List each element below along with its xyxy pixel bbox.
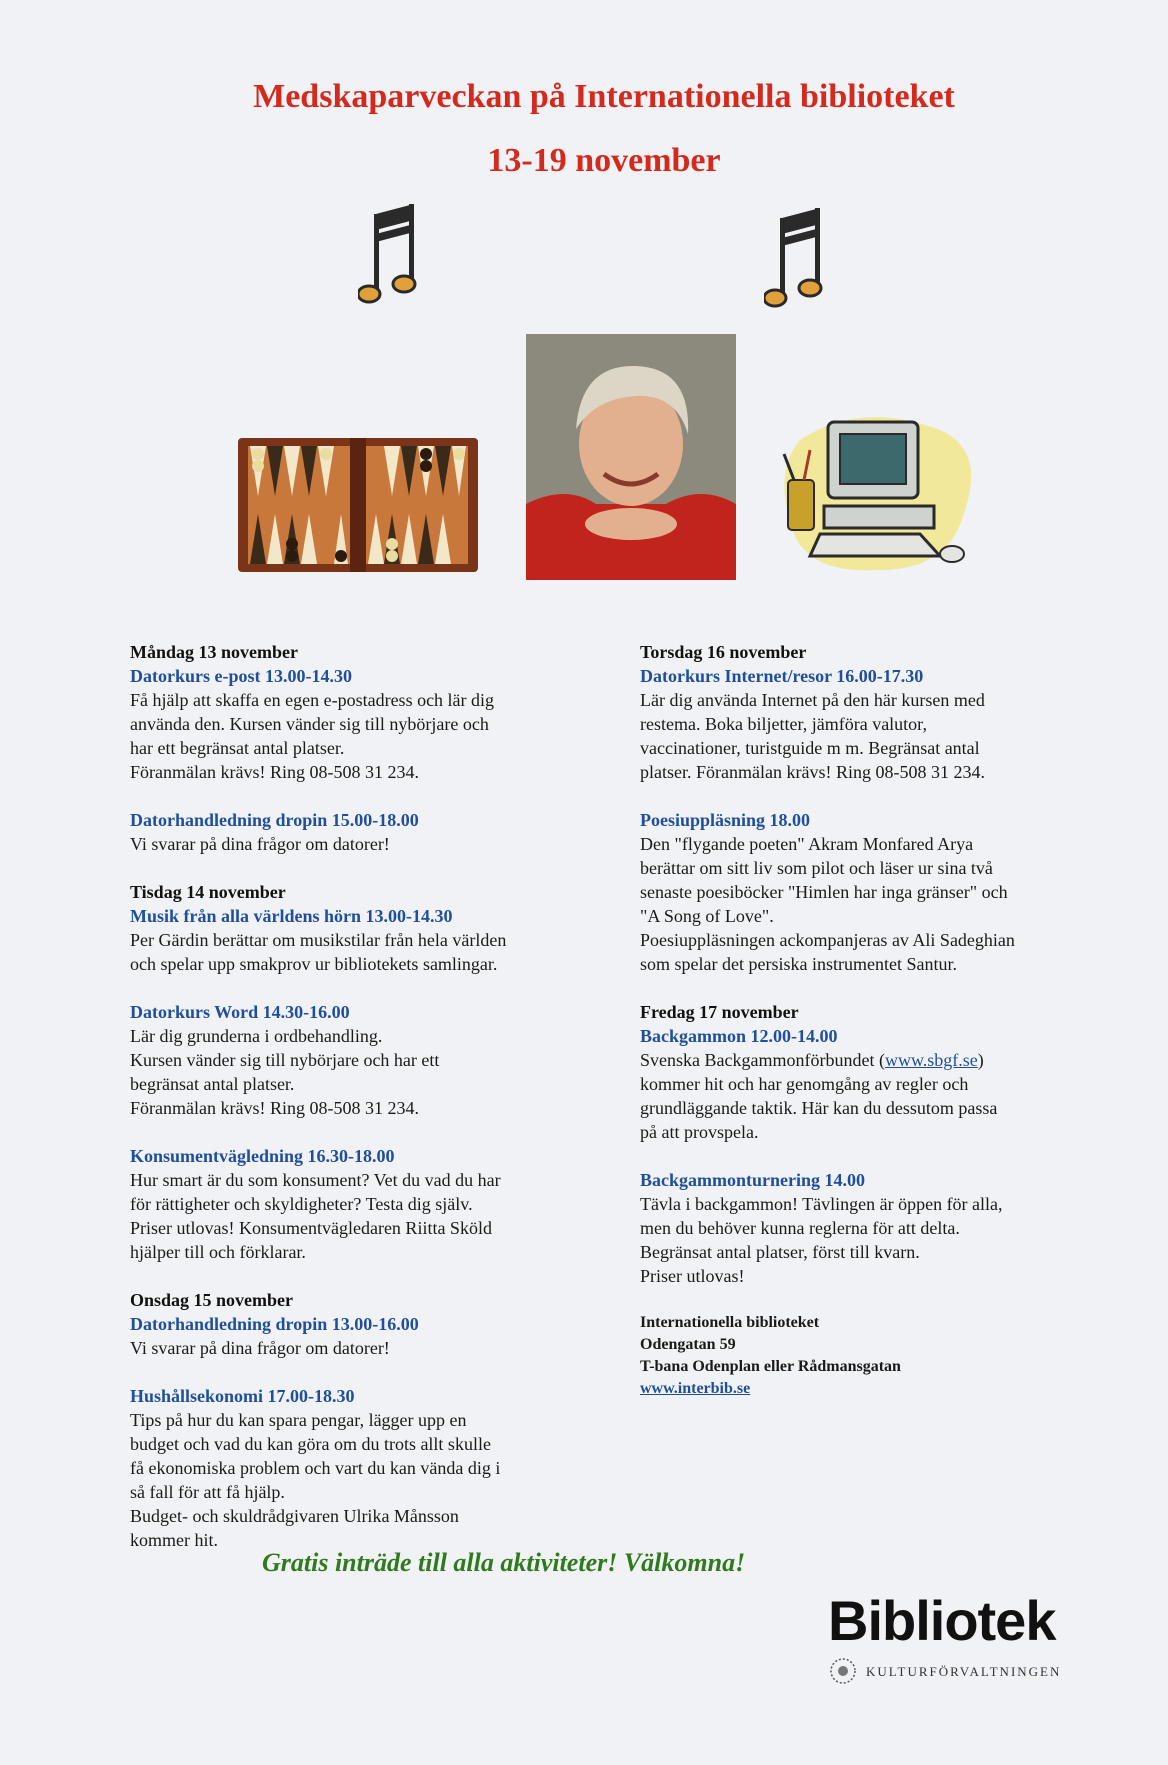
event-text: Vi svarar på dina frågor om datorer! — [130, 834, 390, 854]
day-heading: Måndag 13 november — [130, 642, 298, 662]
event-text: Budget- och skuldrådgivaren Ulrika Månsson — [130, 1506, 459, 1526]
event-text: Föranmälan krävs! Ring 08-508 31 234. — [130, 762, 419, 782]
event-title: Datorkurs e-post 13.00-14.30 — [130, 666, 352, 686]
event-text: kommer hit. — [130, 1530, 218, 1550]
event-title: Datorkurs Word 14.30-16.00 — [130, 1002, 350, 1022]
event-text: Priser utlovas! — [640, 1266, 745, 1286]
event-text: men du behöver kunna reglerna för att delta. — [640, 1218, 960, 1238]
event-text: vaccinationer, turistguide m m. Begränsat antal — [640, 738, 980, 758]
day-heading: Fredag 17 november — [640, 1002, 799, 1022]
event-text: hjälper till och förklarar. — [130, 1242, 306, 1262]
bibliotek-logo: Bibliotek — [828, 1589, 1056, 1652]
footer-tagline: Gratis inträde till alla aktiviteter! Välkomna! — [262, 1548, 746, 1577]
schedule-right-column — [640, 640, 1090, 1400]
page-dates: 13-19 november — [487, 142, 721, 179]
event-text: Lär dig grunderna i ordbehandling. — [130, 1026, 383, 1046]
event-text: "A Song of Love". — [640, 906, 774, 926]
day-heading: Onsdag 15 november — [130, 1290, 294, 1310]
schedule-left-column — [130, 640, 600, 1576]
event-text: berättar om sitt liv som pilot och läser ur sina två — [640, 858, 993, 878]
event-text: Föranmälan krävs! Ring 08-508 31 234. — [130, 1098, 419, 1118]
event-title: Datorhandledning dropin 13.00-16.00 — [130, 1314, 419, 1334]
event-text: få ekonomiska problem och vart du kan vända dig i — [130, 1458, 501, 1478]
event-text: Poesiuppläsningen ackompanjeras av Ali Sadeghian — [640, 930, 1015, 950]
kulturforvaltningen-label: KULTURFÖRVALTNINGEN — [866, 1664, 1062, 1679]
event-text: har ett begränsat antal platser. — [130, 738, 345, 758]
event-title: Backgammonturnering 14.00 — [640, 1170, 865, 1190]
library-address — [640, 1312, 1090, 1400]
event-title: Konsumentvägledning 16.30-18.00 — [130, 1146, 395, 1166]
event-text: Hur smart är du som konsument? Vet du vad du har — [130, 1170, 501, 1190]
music-note-icon — [764, 204, 824, 314]
event-text: Tips på hur du kan spara pengar, lägger upp en — [130, 1410, 467, 1430]
event-text: grundläggande taktik. Här kan du dessutom passa — [640, 1098, 998, 1118]
library-website-link[interactable]: www.interbib.se — [640, 1380, 751, 1397]
event-text: Priser utlovas! Konsumentvägledaren Riitta Sköld — [130, 1218, 492, 1238]
page-title: Medskaparveckan på Internationella biblioteket — [253, 78, 955, 115]
event-text: senaste poesiböcker "Himlen har inga gränser" och — [640, 882, 1008, 902]
library-street: Odengatan 59 — [640, 1336, 736, 1353]
event-text: på att provspela. — [640, 1122, 759, 1142]
event-text: så fall för att få hjälp. — [130, 1482, 285, 1502]
event-title: Hushållsekonomi 17.00-18.30 — [130, 1386, 355, 1406]
event-text: budget och vad du kan göra om du trots allt skulle — [130, 1434, 491, 1454]
event-text-part: ) — [977, 1050, 984, 1070]
backgammon-board-image — [238, 438, 478, 572]
event-text: använda den. Kursen vänder sig till nybörjare och — [130, 714, 489, 734]
event-text: Tävla i backgammon! Tävlingen är öppen för alla, — [640, 1194, 1003, 1214]
computer-clipart-image — [770, 410, 980, 578]
event-text: Den "flygande poeten" Akram Monfared Arya — [640, 834, 974, 854]
event-text: Per Gärdin berättar om musikstilar från hela världen — [130, 930, 507, 950]
event-text: som spelar det persiska instrumentet Santur. — [640, 954, 957, 974]
event-text: Få hjälp att skaffa en egen e-postadress och lär dig — [130, 690, 495, 710]
sbgf-link[interactable]: www.sbgf.se — [884, 1050, 978, 1070]
event-text: Vi svarar på dina frågor om datorer! — [130, 1338, 390, 1358]
event-title: Backgammon 12.00-14.00 — [640, 1026, 838, 1046]
event-text — [640, 1048, 1090, 1072]
library-crest-icon — [828, 1656, 858, 1686]
event-text: platser. Föranmälan krävs! Ring 08-508 31 234. — [640, 762, 985, 782]
event-text: kommer hit och har genomgång av regler och — [640, 1074, 969, 1094]
event-text: restema. Boka biljetter, jämföra valutor, — [640, 714, 927, 734]
event-text: Kursen vänder sig till nybörjare och har ett — [130, 1050, 440, 1070]
music-note-icon — [358, 200, 418, 310]
library-name: Internationella biblioteket — [640, 1314, 820, 1331]
event-title: Poesiuppläsning 18.00 — [640, 810, 811, 830]
event-text: begränsat antal platser. — [130, 1074, 295, 1094]
event-title: Musik från alla världens hörn 13.00-14.30 — [130, 906, 453, 926]
event-text: Lär dig använda Internet på den här kursen med — [640, 690, 985, 710]
day-heading: Torsdag 16 november — [640, 642, 807, 662]
event-text: och spelar upp smakprov ur bibliotekets samlingar. — [130, 954, 498, 974]
day-heading: Tisdag 14 november — [130, 882, 286, 902]
event-text: Begränsat antal platser, först till kvarn. — [640, 1242, 920, 1262]
event-title: Datorhandledning dropin 15.00-18.00 — [130, 810, 419, 830]
event-text: för rättigheter och skyldigheter? Testa dig själv. — [130, 1194, 473, 1214]
event-text-part: Svenska Backgammonförbundet ( — [640, 1050, 885, 1070]
portrait-photo — [526, 334, 736, 580]
event-title: Datorkurs Internet/resor 16.00-17.30 — [640, 666, 924, 686]
library-transit: T-bana Odenplan eller Rådmansgatan — [640, 1358, 901, 1375]
